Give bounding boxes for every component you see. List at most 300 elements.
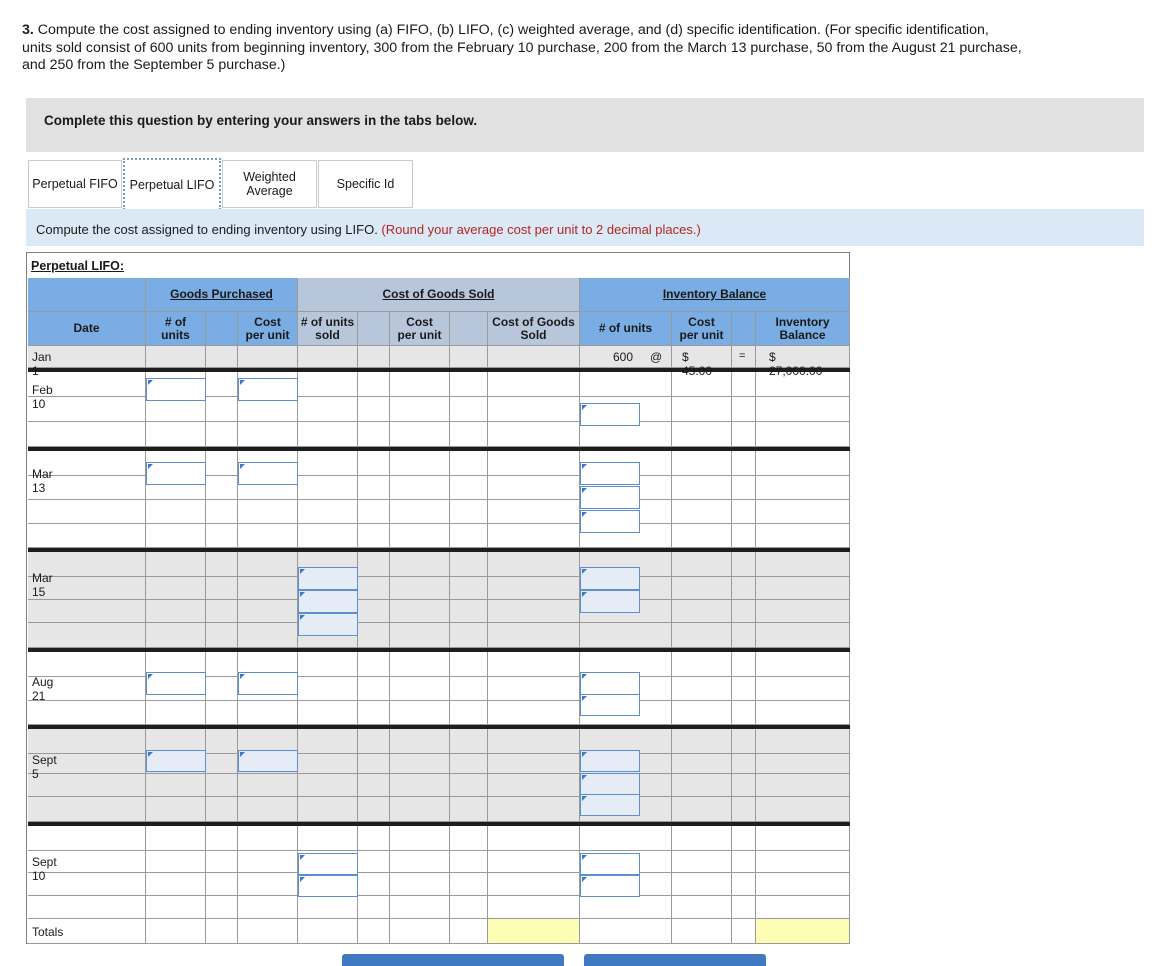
- date-feb10: Feb 10: [32, 383, 53, 411]
- table-cell: [28, 524, 146, 548]
- table-cell: [206, 552, 238, 577]
- table-cell: [390, 677, 450, 701]
- table-cell: [146, 500, 206, 524]
- tab-perpetual-lifo[interactable]: [123, 158, 221, 210]
- table-cell: [672, 476, 732, 500]
- table-cell: [358, 797, 390, 822]
- table-cell: [450, 754, 488, 774]
- table-cell: [358, 896, 390, 919]
- table-cell: [488, 652, 580, 677]
- table-cell: [298, 677, 358, 701]
- table-cell: [206, 577, 238, 600]
- table-cell: [672, 577, 732, 600]
- table-cell: [146, 701, 206, 725]
- table-cell: [298, 774, 358, 797]
- table-cell: [732, 422, 756, 447]
- table-cell: [672, 701, 732, 725]
- col-ib-cost: Cost per unit: [672, 312, 732, 346]
- table-cell: [390, 476, 450, 500]
- table-cell: [206, 701, 238, 725]
- table-cell: [390, 701, 450, 725]
- answer-input[interactable]: [580, 794, 640, 816]
- table-cell: [488, 729, 580, 754]
- table-cell: [298, 826, 358, 851]
- table-cell: [146, 919, 206, 944]
- table-cell: [358, 652, 390, 677]
- table-cell: [238, 896, 298, 919]
- date-sept10: Sept 10: [32, 855, 57, 883]
- date-jan1: Jan 1: [32, 350, 52, 378]
- table-cell: [450, 422, 488, 447]
- tab-label: Specific Id: [336, 177, 395, 191]
- table-cell: [450, 397, 488, 422]
- tab-label-line2: Average: [246, 184, 293, 198]
- col-ib-units: # of units: [580, 312, 672, 346]
- tab-instruction-main: Compute the cost assigned to ending inventory using LIFO.: [36, 222, 378, 237]
- table-cell: [28, 600, 146, 623]
- table-cell: [238, 600, 298, 623]
- table-cell: [390, 919, 450, 944]
- table-cell: [732, 677, 756, 701]
- header-inventory-balance: Inventory Balance: [580, 278, 850, 312]
- date-mar13: Mar 13: [32, 467, 53, 495]
- table-cell: [488, 797, 580, 822]
- question-number: 3.: [22, 22, 34, 38]
- jan1-balance: $ 27,000.00: [769, 350, 823, 378]
- table-cell: [732, 577, 756, 600]
- tab-label: Perpetual LIFO: [129, 178, 215, 192]
- table-cell: [238, 524, 298, 548]
- table-cell: [146, 826, 206, 851]
- table-cell: [28, 896, 146, 919]
- table-cell: [206, 422, 238, 447]
- instruction-band: [26, 98, 1144, 152]
- table-cell: [358, 500, 390, 524]
- table-cell: [146, 797, 206, 822]
- table-cell: [488, 826, 580, 851]
- answer-input[interactable]: [580, 853, 640, 875]
- answer-input[interactable]: [298, 613, 358, 636]
- table-cell: [672, 451, 732, 476]
- table-cell: [206, 797, 238, 822]
- table-cell: [450, 677, 488, 701]
- table-cell: [358, 600, 390, 623]
- table-cell: [672, 729, 732, 754]
- table-cell: [390, 500, 450, 524]
- table-cell: [28, 422, 146, 447]
- table-cell: [298, 896, 358, 919]
- table-cell: [672, 500, 732, 524]
- table-cell: [298, 397, 358, 422]
- table-cell: [358, 524, 390, 548]
- table-cell: [206, 476, 238, 500]
- table-cell: [756, 623, 850, 648]
- table-cell: [756, 500, 850, 524]
- lifo-panel: [26, 252, 850, 944]
- table-cell: [390, 577, 450, 600]
- table-cell: [672, 623, 732, 648]
- date-mar15: Mar 15: [32, 571, 53, 599]
- table-cell: [732, 623, 756, 648]
- table-cell: [390, 754, 450, 774]
- date-sept5: Sept 5: [32, 753, 57, 781]
- table-cell: [488, 677, 580, 701]
- table-cell: [146, 623, 206, 648]
- table-cell: [28, 729, 146, 754]
- total-cell: [488, 919, 580, 944]
- table-cell: [206, 729, 238, 754]
- answer-input[interactable]: [298, 875, 358, 897]
- table-cell: [298, 422, 358, 447]
- table-cell: [238, 701, 298, 725]
- table-cell: [146, 346, 206, 368]
- table-cell: [488, 600, 580, 623]
- table-cell: [672, 873, 732, 896]
- table-cell: [732, 524, 756, 548]
- table-cell: [298, 476, 358, 500]
- table-cell: [580, 919, 672, 944]
- table-cell: [450, 873, 488, 896]
- table-cell: [488, 552, 580, 577]
- header-goods-purchased: Goods Purchased: [146, 278, 298, 312]
- col-cs-blank2: [450, 312, 488, 346]
- tab-specific-id[interactable]: [318, 160, 413, 208]
- table-cell: [358, 851, 390, 873]
- table-cell: [358, 754, 390, 774]
- next-tab-button[interactable]: [584, 954, 766, 966]
- table-cell: [732, 774, 756, 797]
- table-cell: [206, 896, 238, 919]
- table-cell: [390, 797, 450, 822]
- table-cell: [672, 774, 732, 797]
- table-cell: [672, 797, 732, 822]
- table-cell: [672, 652, 732, 677]
- table-cell: [206, 397, 238, 422]
- table-cell: [390, 623, 450, 648]
- table-cell: [732, 873, 756, 896]
- total-cell: [756, 919, 850, 944]
- table-cell: [146, 873, 206, 896]
- jan1-units: 600: [613, 350, 634, 364]
- table-cell: [672, 552, 732, 577]
- table-cell: [756, 422, 850, 447]
- table-cell: [206, 500, 238, 524]
- table-cell: [580, 826, 672, 851]
- table-cell: [206, 774, 238, 797]
- answer-input[interactable]: [298, 567, 358, 590]
- answer-input[interactable]: [580, 462, 640, 485]
- table-cell: [488, 577, 580, 600]
- tab-perpetual-fifo[interactable]: [28, 160, 122, 208]
- table-cell: [756, 524, 850, 548]
- table-cell: [450, 797, 488, 822]
- table-cell: [28, 652, 146, 677]
- table-cell: [298, 754, 358, 774]
- table-cell: [756, 652, 850, 677]
- table-cell: [390, 372, 450, 397]
- table-cell: [206, 919, 238, 944]
- table-cell: [238, 873, 298, 896]
- table-cell: [390, 451, 450, 476]
- table-cell: [756, 451, 850, 476]
- table-cell: [488, 851, 580, 873]
- table-cell: [358, 729, 390, 754]
- header-cost-of-goods-sold: Cost of Goods Sold: [298, 278, 580, 312]
- table-cell: [206, 851, 238, 873]
- table-cell: [298, 919, 358, 944]
- table-cell: [238, 826, 298, 851]
- table-cell: [390, 873, 450, 896]
- answer-input[interactable]: [298, 590, 358, 613]
- table-cell: [450, 600, 488, 623]
- table-cell: [488, 774, 580, 797]
- table-cell: [732, 896, 756, 919]
- table-cell: [206, 754, 238, 774]
- table-cell: [450, 577, 488, 600]
- table-cell: [488, 896, 580, 919]
- table-cell: [488, 476, 580, 500]
- table-cell: [732, 701, 756, 725]
- table-cell: [488, 397, 580, 422]
- table-cell: [672, 919, 732, 944]
- table-cell: [28, 623, 146, 648]
- table-cell: [488, 623, 580, 648]
- table-cell: [732, 372, 756, 397]
- table-cell: [358, 701, 390, 725]
- table-cell: [298, 500, 358, 524]
- table-cell: [206, 873, 238, 896]
- table-cell: [358, 919, 390, 944]
- panel-title: Perpetual LIFO:: [31, 259, 125, 273]
- table-cell: [390, 826, 450, 851]
- answer-input[interactable]: [238, 378, 298, 401]
- table-cell: [206, 372, 238, 397]
- table-cell: [732, 476, 756, 500]
- previous-tab-button[interactable]: [342, 954, 564, 966]
- table-cell: [28, 701, 146, 725]
- answer-input[interactable]: [580, 486, 640, 509]
- table-cell: [358, 451, 390, 476]
- table-cell: [206, 652, 238, 677]
- table-cell: [756, 754, 850, 774]
- answer-input[interactable]: [238, 462, 298, 485]
- table-cell: [732, 552, 756, 577]
- table-cell: [146, 851, 206, 873]
- tab-label: Perpetual FIFO: [32, 177, 118, 191]
- table-cell: [28, 826, 146, 851]
- table-cell: [756, 774, 850, 797]
- table-cell: [756, 851, 850, 873]
- table-cell: [756, 826, 850, 851]
- col-cs-units: # of units sold: [298, 312, 358, 346]
- table-cell: [298, 729, 358, 754]
- table-cell: [450, 851, 488, 873]
- col-gp-blank: [206, 312, 238, 346]
- table-cell: [732, 451, 756, 476]
- col-gp-cost: Cost per unit: [238, 312, 298, 346]
- table-cell: [672, 754, 732, 774]
- table-cell: [146, 552, 206, 577]
- answer-input[interactable]: [580, 510, 640, 533]
- table-cell: [238, 422, 298, 447]
- answer-input[interactable]: [580, 875, 640, 897]
- header-blank: [28, 278, 146, 312]
- table-cell: [732, 652, 756, 677]
- table-cell: [206, 451, 238, 476]
- col-cs-cost: Cost per unit: [390, 312, 450, 346]
- table-cell: [358, 372, 390, 397]
- table-cell: [580, 896, 672, 919]
- table-cell: [238, 552, 298, 577]
- table-cell: [450, 826, 488, 851]
- table-cell: [298, 524, 358, 548]
- table-cell: [238, 919, 298, 944]
- table-cell: [298, 701, 358, 725]
- col-date: Date: [28, 312, 146, 346]
- table-cell: [756, 701, 850, 725]
- rounding-note: (Round your average cost per unit to 2 decimal places.): [377, 222, 701, 237]
- table-cell: [756, 476, 850, 500]
- tab-weighted-average[interactable]: [222, 160, 317, 208]
- table-cell: [488, 346, 580, 368]
- table-cell: [206, 600, 238, 623]
- table-cell: [298, 346, 358, 368]
- table-cell: [756, 600, 850, 623]
- table-cell: [672, 677, 732, 701]
- answer-input[interactable]: [146, 462, 206, 485]
- table-cell: [488, 873, 580, 896]
- table-cell: [358, 552, 390, 577]
- table-cell: [238, 851, 298, 873]
- col-ib-blank: [732, 312, 756, 346]
- table-cell: [390, 600, 450, 623]
- answer-input[interactable]: [580, 750, 640, 772]
- table-cell: [146, 577, 206, 600]
- table-cell: [450, 623, 488, 648]
- table-cell: [358, 826, 390, 851]
- table-cell: [238, 797, 298, 822]
- answer-input[interactable]: [298, 853, 358, 875]
- table-cell: [450, 476, 488, 500]
- table-cell: [146, 600, 206, 623]
- table-cell: [450, 372, 488, 397]
- table-cell: [238, 623, 298, 648]
- table-cell: [756, 577, 850, 600]
- jan1-equals: =: [739, 350, 746, 362]
- answer-input[interactable]: [238, 672, 298, 695]
- table-cell: [732, 754, 756, 774]
- answer-input[interactable]: [146, 672, 206, 695]
- col-cs-total: Cost of Goods Sold: [488, 312, 580, 346]
- table-cell: [732, 826, 756, 851]
- table-cell: [756, 552, 850, 577]
- table-cell: [450, 524, 488, 548]
- table-cell: [206, 826, 238, 851]
- table-cell: [450, 896, 488, 919]
- table-cell: [298, 797, 358, 822]
- table-cell: [390, 896, 450, 919]
- table-cell: [488, 500, 580, 524]
- table-cell: [390, 652, 450, 677]
- answer-input[interactable]: [580, 403, 640, 426]
- table-cell: [390, 851, 450, 873]
- table-cell: [756, 873, 850, 896]
- table-cell: [672, 851, 732, 873]
- table-cell: [206, 524, 238, 548]
- table-cell: [756, 397, 850, 422]
- tab-instruction: [26, 209, 1144, 246]
- table-cell: [450, 701, 488, 725]
- answer-input[interactable]: [580, 773, 640, 795]
- table-cell: [390, 774, 450, 797]
- answer-input[interactable]: [580, 567, 640, 590]
- totals-label: Totals: [32, 925, 64, 939]
- table-cell: [358, 623, 390, 648]
- table-cell: [390, 346, 450, 368]
- table-cell: [488, 701, 580, 725]
- table-cell: [450, 652, 488, 677]
- table-cell: [672, 896, 732, 919]
- col-gp-units: # of units: [146, 312, 206, 346]
- table-cell: [450, 729, 488, 754]
- table-cell: [732, 919, 756, 944]
- table-cell: [580, 623, 672, 648]
- table-cell: [756, 797, 850, 822]
- table-cell: [358, 873, 390, 896]
- table-cell: [756, 729, 850, 754]
- table-cell: [238, 346, 298, 368]
- table-cell: [358, 397, 390, 422]
- instruction-text: Complete this question by entering your answers in the tabs below.: [44, 113, 478, 128]
- table-cell: [672, 422, 732, 447]
- table-cell: [488, 451, 580, 476]
- answer-input[interactable]: [238, 750, 298, 772]
- answer-input[interactable]: [146, 378, 206, 401]
- table-cell: [732, 397, 756, 422]
- question-body: Compute the cost assigned to ending inventory using (a) FIFO, (b) LIFO, (c) weighted average, and (d) specific identification. (For specific identification, units sold consist of 600 units from beginning inventory, 300 from the February 10 purchase, 200 from the March 13 purchase, 50 from the August 21 purchase, and 250 from the September 5 purchase.): [22, 22, 1022, 73]
- table-cell: [732, 500, 756, 524]
- answer-input[interactable]: [580, 672, 640, 695]
- table-cell: [732, 600, 756, 623]
- jan1-at: @: [650, 350, 663, 364]
- answer-input[interactable]: [580, 590, 640, 613]
- date-aug21: Aug 21: [32, 675, 54, 703]
- table-cell: [672, 397, 732, 422]
- answer-input[interactable]: [580, 694, 640, 716]
- table-cell: [488, 422, 580, 447]
- table-cell: [488, 372, 580, 397]
- table-cell: [450, 552, 488, 577]
- table-cell: [390, 729, 450, 754]
- table-cell: [358, 422, 390, 447]
- table-cell: [450, 451, 488, 476]
- table-cell: [672, 524, 732, 548]
- tab-label-line1: Weighted: [243, 170, 296, 184]
- table-cell: [358, 677, 390, 701]
- table-cell: [672, 826, 732, 851]
- table-cell: [28, 500, 146, 524]
- answer-input[interactable]: [146, 750, 206, 772]
- table-cell: [238, 577, 298, 600]
- table-cell: [732, 851, 756, 873]
- table-cell: [238, 774, 298, 797]
- table-cell: [450, 919, 488, 944]
- table-cell: [358, 577, 390, 600]
- table-cell: [390, 552, 450, 577]
- table-cell: [298, 652, 358, 677]
- table-cell: [146, 896, 206, 919]
- table-cell: [488, 754, 580, 774]
